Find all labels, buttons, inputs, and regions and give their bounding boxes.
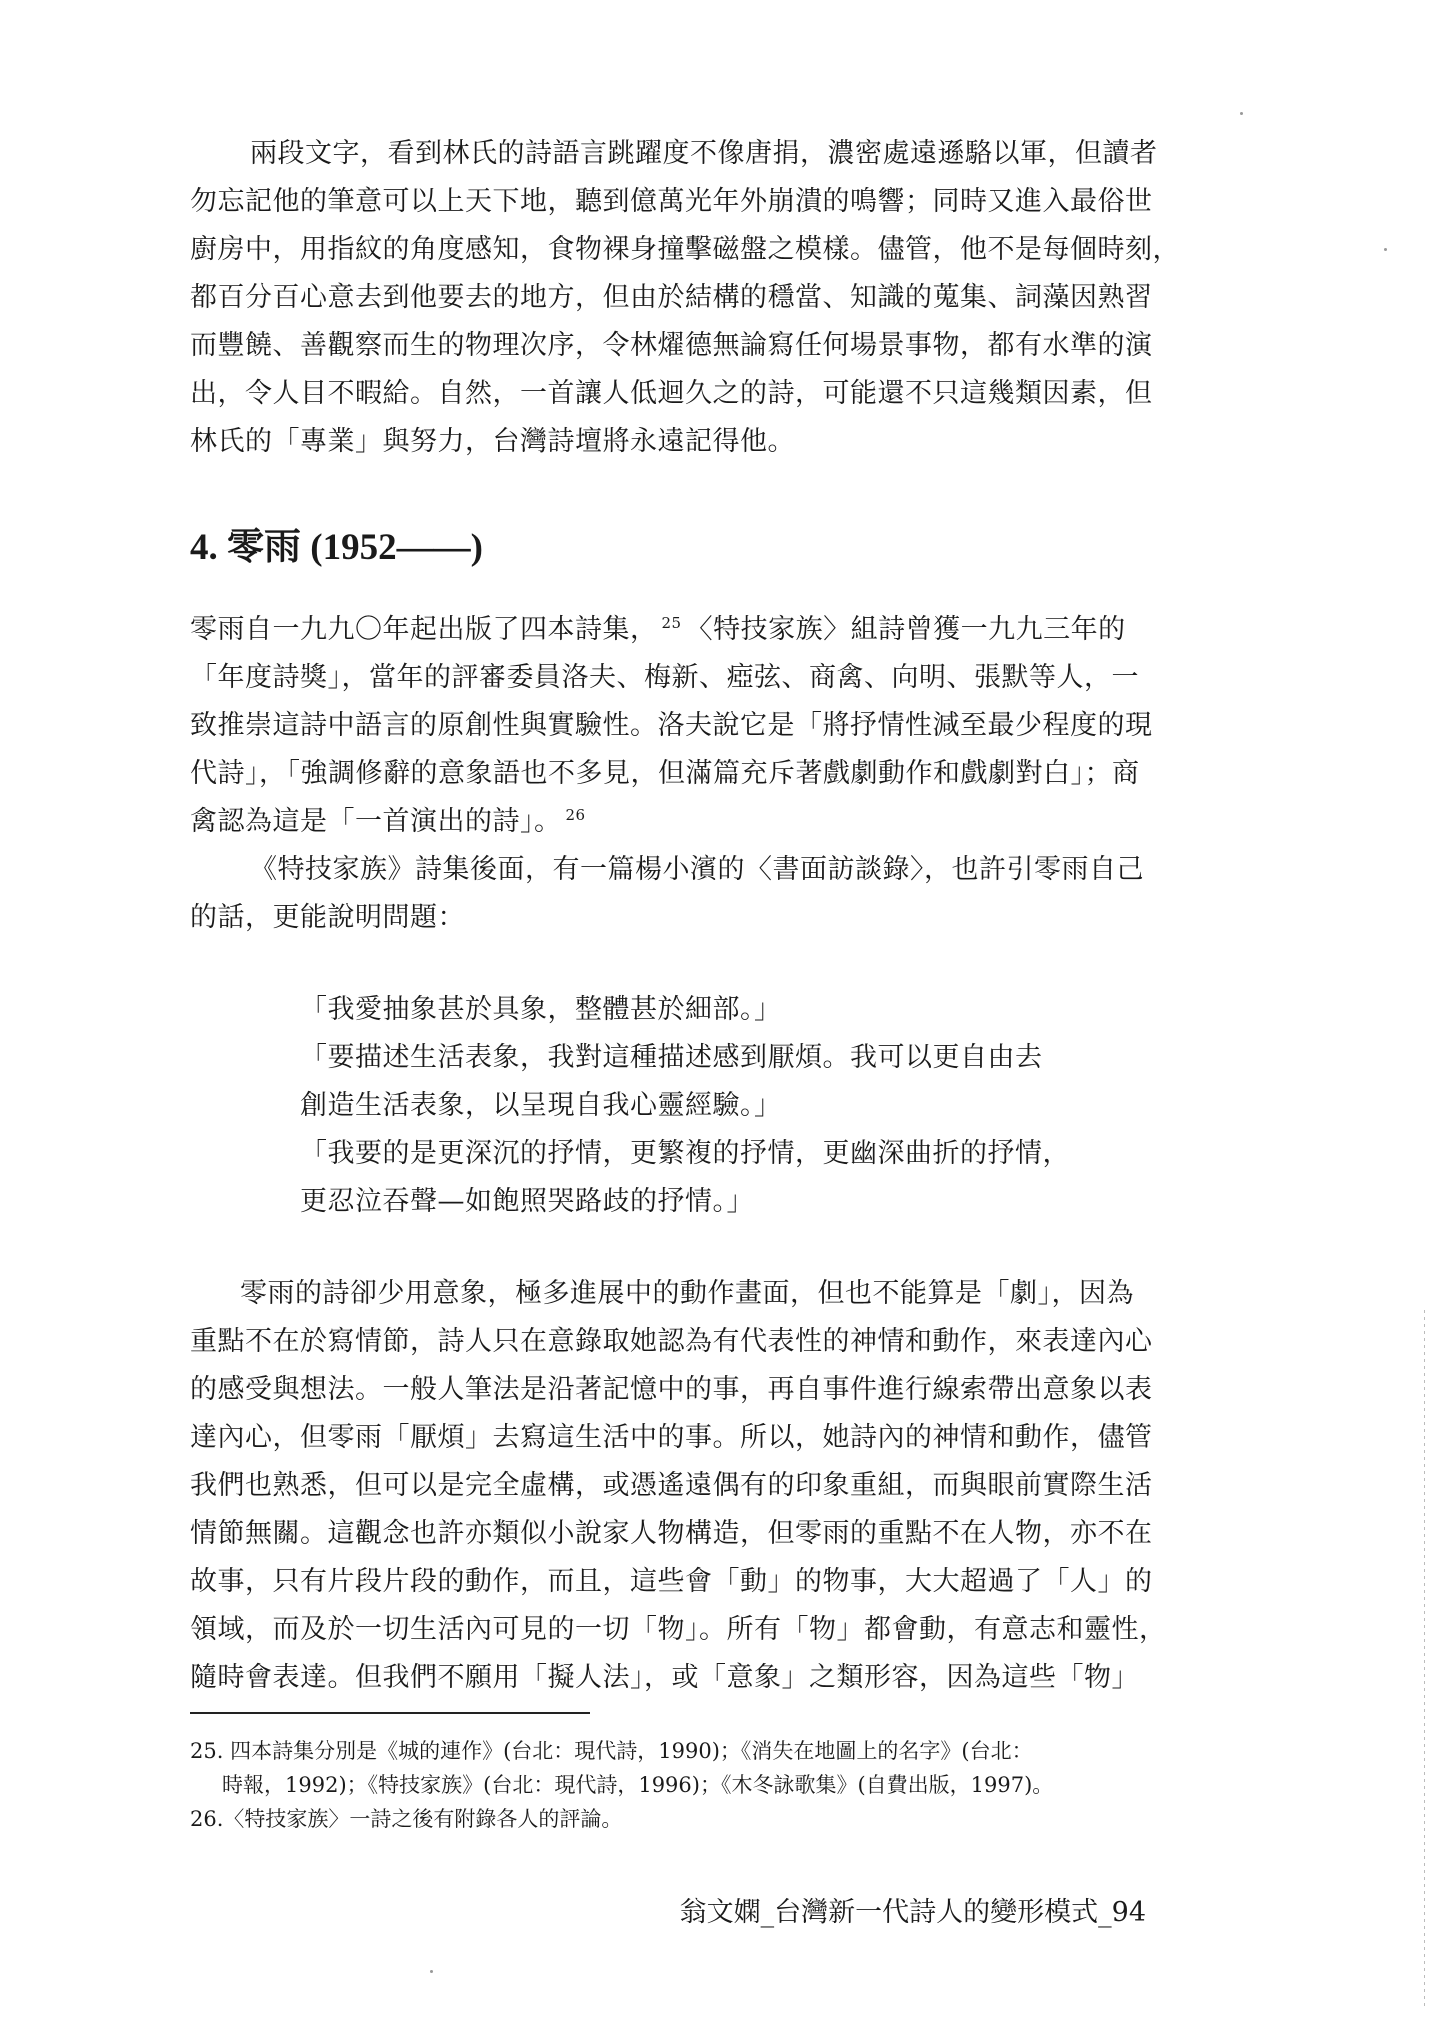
- quote-line-3: 創造生活表象，以呈現自我心靈經驗。」: [300, 1090, 782, 1121]
- footnote-ref-26: 26: [565, 806, 586, 824]
- para2-line-5-text: 禽認為這是「一首演出的詩」。: [190, 806, 562, 837]
- para4-line-5: 我們也熟悉，但可以是完全虛構，或憑遙遠偶有的印象重組，而與眼前實際生活: [190, 1470, 1153, 1501]
- para1-line-4: 都百分百心意去到他要去的地方，但由於結構的穩當、知識的蒐集、詞藻因熟習: [190, 282, 1153, 313]
- para2-line-3: 致推崇這詩中語言的原創性與實驗性。洛夫說它是「將抒情性減至最少程度的現: [190, 710, 1153, 741]
- scan-edge-marks: [1424, 1310, 1425, 2010]
- footnote-26: 26.〈特技家族〉一詩之後有附錄各人的評論。: [190, 1807, 623, 1831]
- quote-line-5: 更忍泣吞聲—如飽照哭路歧的抒情。」: [300, 1186, 754, 1217]
- para2-line-1: [190, 612, 1180, 648]
- para3-line-2: 的話，更能說明問題：: [190, 902, 465, 933]
- footnote-25-line-2: 時報，1992)；《特技家族》(台北：現代詩，1996)；《木冬詠歌集》(自費出版，1997)。: [222, 1773, 1054, 1797]
- scan-speck: [1384, 248, 1387, 251]
- para4-line-6: 情節無關。這觀念也許亦類似小說家人物構造，但零雨的重點不在人物，亦不在: [190, 1518, 1153, 1549]
- para3-line-1: 《特技家族》詩集後面，有一篇楊小濱的〈書面訪談錄〉，也許引零雨自己: [250, 854, 1144, 885]
- para1-line-7: 林氏的「專業」與努力，台灣詩壇將永遠記得他。: [190, 426, 795, 457]
- para4-line-2: 重點不在於寫情節，詩人只在意錄取她認為有代表性的神情和動作，來表達內心: [190, 1326, 1153, 1357]
- footnote-rule: [190, 1712, 590, 1714]
- para4-line-7: 故事，只有片段片段的動作，而且，這些會「動」的物事，大大超過了「人」的: [190, 1566, 1153, 1597]
- para2-line-5: [190, 804, 1180, 840]
- scan-speck: [1240, 112, 1243, 115]
- para1-line-1: 兩段文字，看到林氏的詩語言跳躍度不像唐捐，濃密處遠遜駱以軍，但讀者: [250, 138, 1158, 169]
- para2-line-1-text-cont: 〈特技家族〉組詩曾獲一九九三年的: [685, 614, 1126, 645]
- footnote-ref-25: 25: [661, 614, 682, 632]
- para1-line-6: 出，令人目不暇給。自然，一首讓人低迴久之的詩，可能還不只這幾類因素，但: [190, 378, 1153, 409]
- para1-line-5: 而豐饒、善觀察而生的物理次序，令林燿德無論寫任何場景事物，都有水準的演: [190, 330, 1153, 361]
- page-footer: 翁文嫻_台灣新一代詩人的變形模式_94: [679, 1897, 1146, 1928]
- para4-line-9: 隨時會表達。但我們不願用「擬人法」，或「意象」之類形容，因為這些「物」: [190, 1662, 1139, 1693]
- footnote-25-line-1: 25. 四本詩集分別是《城的連作》(台北：現代詩，1990)；《消失在地圖上的名字》(台北：: [190, 1739, 1033, 1763]
- para2-line-1-text: 零雨自一九九〇年起出版了四本詩集，: [190, 614, 658, 645]
- quote-line-2: 「要描述生活表象，我對這種描述感到厭煩。我可以更自由去: [300, 1042, 1043, 1073]
- quote-line-1: 「我愛抽象甚於具象，整體甚於細部。」: [300, 994, 782, 1025]
- para4-line-4: 達內心，但零雨「厭煩」去寫這生活中的事。所以，她詩內的神情和動作，儘管: [190, 1422, 1153, 1453]
- para1-line-3: 廚房中，用指紋的角度感知，食物裸身撞擊磁盤之模樣。儘管，他不是每個時刻，: [190, 234, 1180, 265]
- scan-speck: [430, 1970, 433, 1973]
- section-heading: 4. 零雨 (1952——): [190, 527, 483, 568]
- para4-line-8: 領域，而及於一切生活內可見的一切「物」。所有「物」都會動，有意志和靈性，: [190, 1614, 1167, 1645]
- quote-line-4: 「我要的是更深沉的抒情，更繁複的抒情，更幽深曲折的抒情，: [300, 1138, 1070, 1169]
- para4-line-3: 的感受與想法。一般人筆法是沿著記憶中的事，再自事件進行線索帶出意象以表: [190, 1374, 1153, 1405]
- para2-line-4: 代詩」，「強調修辭的意象語也不多見，但滿篇充斥著戲劇動作和戲劇對白」；商: [190, 758, 1140, 789]
- para2-line-2: 「年度詩獎」，當年的評審委員洛夫、梅新、瘂弦、商禽、向明、張默等人，一: [190, 662, 1139, 693]
- para4-line-1: 零雨的詩卻少用意象，極多進展中的動作畫面，但也不能算是「劇」，因為: [240, 1278, 1134, 1309]
- para1-line-2: 勿忘記他的筆意可以上天下地，聽到億萬光年外崩潰的鳴響；同時又進入最俗世: [190, 186, 1153, 217]
